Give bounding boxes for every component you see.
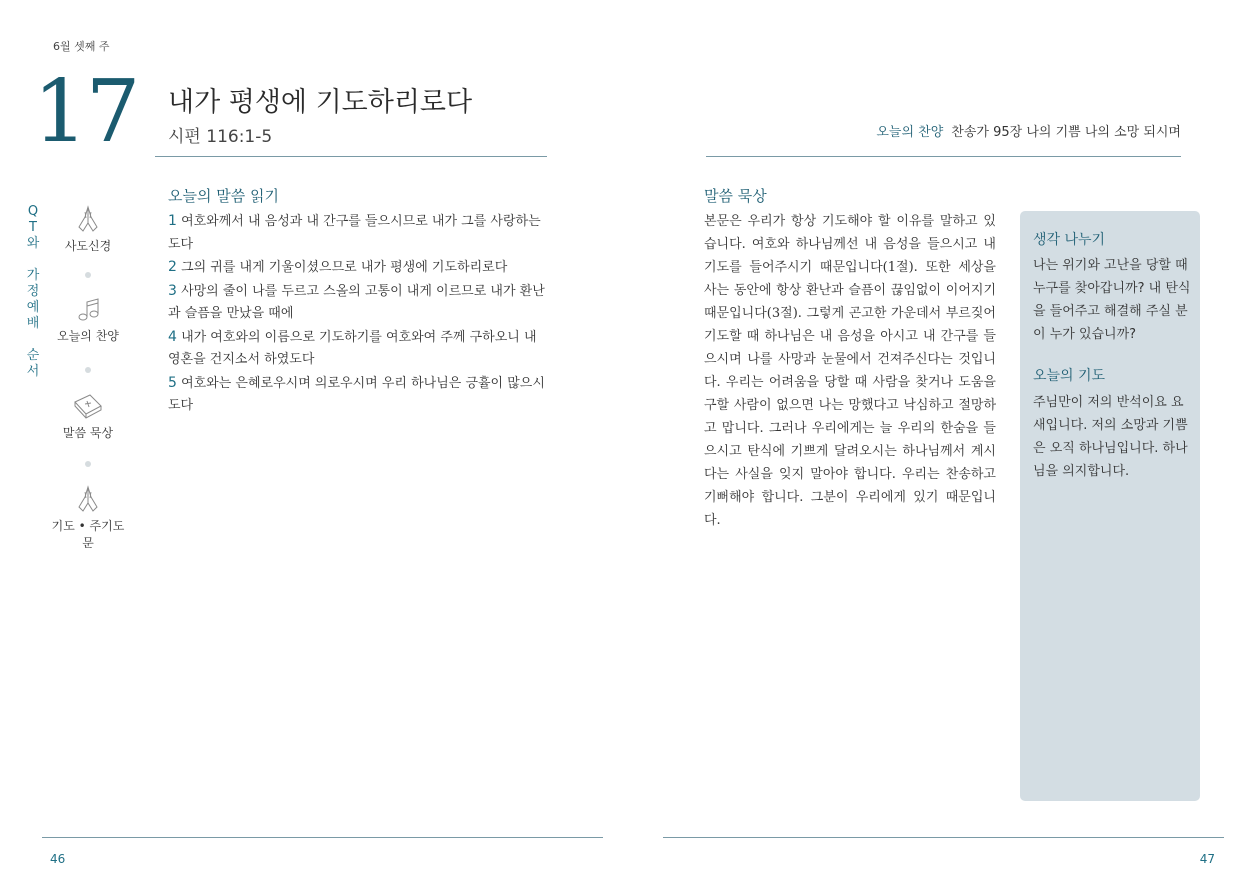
week-label: 6월 셋째 주 [53,40,110,53]
hymn-line [876,121,1181,140]
verse: 5 여호와는 은혜로우시며 의로우시며 우리 하나님은 긍휼이 많으시도다 [168,374,545,413]
prayer-heading: 오늘의 기도 [1033,368,1106,384]
meditation-heading: 말씀 묵상 [704,187,767,205]
sidebar-dot [85,272,91,278]
music-note-icon [73,297,103,323]
sidebar-dot [85,367,91,373]
sidebar-dot [85,461,91,467]
reading-heading: 오늘의 말씀 읽기 [168,187,279,205]
praying-hands-icon [73,205,103,233]
scripture-reference: 시편 116:1-5 [168,127,273,147]
scripture-reading [168,210,548,418]
sidebar-item-prayer: 기도 • 주기도문 [50,485,126,551]
verse: 2 그의 귀를 내게 기울이셨으므로 내가 평생에 기도하리로다 [168,259,508,275]
header-rule-left [155,156,547,157]
bible-book-icon [72,392,104,420]
footer-rule-right [663,837,1224,838]
share-text: 나는 위기와 고난을 당할 때 누구를 찾아갑니까? 내 탄식을 들어주고 해결해 주실 분이 누가 있습니까? [1033,258,1191,342]
hymn-label: 오늘의 찬양 [876,125,944,140]
praying-hands-icon [73,485,103,513]
share-heading: 생각 나누기 [1033,232,1106,248]
footer-rule-left [42,837,603,838]
header-rule-right [706,156,1181,157]
sidebar-item-meditation: 말씀 묵상 [50,392,126,441]
day-number: 17 [33,62,139,162]
prayer-text: 주님만이 저의 반석이요 요새입니다. 저의 소망과 기쁨은 오직 하나님입니다. 하나님을 의지합니다. [1033,395,1188,479]
sidebar-item-hymn: 오늘의 찬양 [50,297,126,344]
page-number-right: 47 [1199,852,1215,866]
hymn-text: 찬송가 95장 나의 기쁨 나의 소망 되시며 [951,125,1181,140]
vertical-section-label: Q T 와 가 정 예 배 순 서 [26,204,40,379]
verse: 3 사망의 줄이 나를 두르고 스올의 고통이 내게 이르므로 내가 환난과 슬픔을 만났을 때에 [168,282,545,321]
verse: 1 여호와께서 내 음성과 내 간구를 들으시므로 내가 그를 사랑하는도다 [168,213,541,252]
page-number-left: 46 [50,852,66,866]
page-title: 내가 평생에 기도하리로다 [168,87,473,118]
sidebar-item-creed: 사도신경 [50,205,126,254]
verse: 4 내가 여호와의 이름으로 기도하기를 여호와여 주께 구하오니 내 영혼을 건지소서 하였도다 [168,328,537,367]
meditation-body: 본문은 우리가 항상 기도해야 할 이유를 말하고 있습니다. 여호와 하나님께선 내 음성을 들으시고 내 기도를 들어주시기 때문입니다(1절). 또한 세상을 사는 동안에 항상 환난과 슬픔이 끊임없이 이어지기 때문입니다(3절). 그렇게 곤고한 가운데서 부르짖어 기도할 때 하나님은 내 음성을 아시고 내 간구를 들으시며 나를 사망과 눈물에서 건져주신다는 것입니다. 우리는 어려움을 당할 때 사람을 찾거나 도움을 구할 사람이 없으면 나는 망했다고 낙심하고 절망하고 맙니다. 그러나 우리에게는 늘 우리의 한숨을 들으시고 탄식에 기쁘게 달려오시는 하나님께서 계시다는 사실을 잊지 말아야 합니다. 우리는 찬송하고 기뻐해야 합니다. 그분이 우리에게 있기 때문입니다. [704,214,996,528]
reflection-box [1020,211,1200,801]
